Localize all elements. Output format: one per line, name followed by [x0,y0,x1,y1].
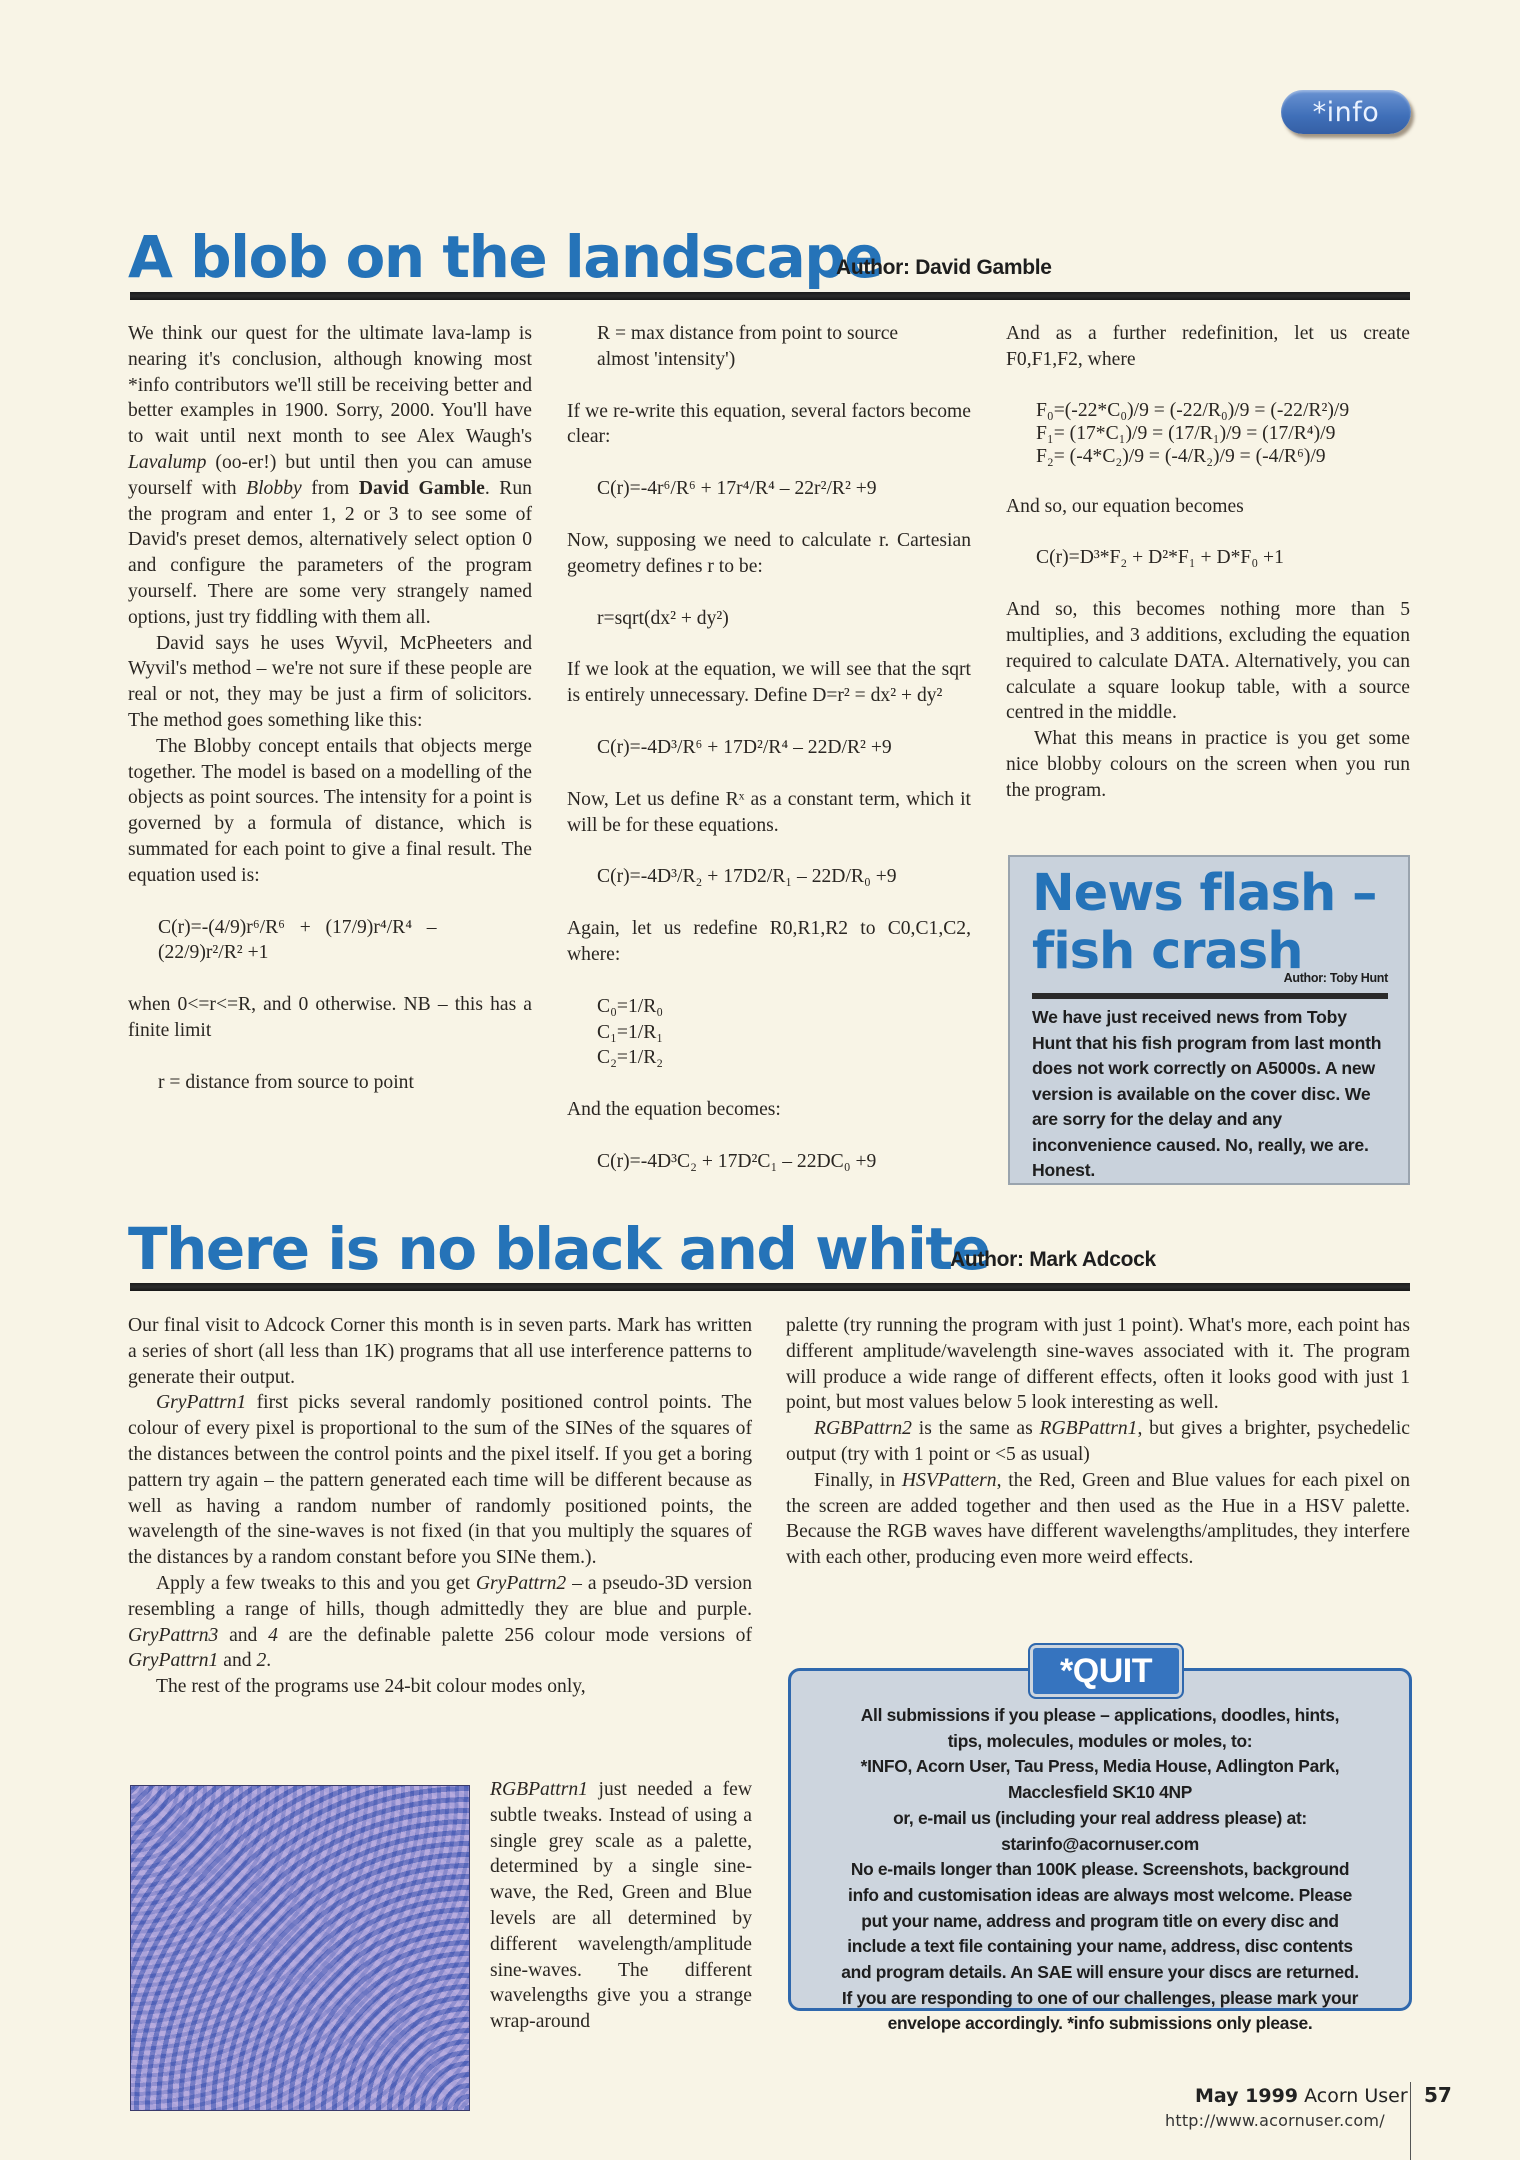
quit-tab-label: *QUIT [1028,1643,1184,1699]
news-flash-box [1008,855,1410,1185]
paragraph: What this means in practice is you get some nice blobby colours on the screen when you run the program. [1006,728,1410,801]
equation: C(r)=D³*F₂ + D²*F₁ + D*F₀ +1 [1036,547,1284,569]
footer-issue [1195,2085,1408,2107]
program-name: Blobby [246,477,302,499]
magazine-name: Acorn User [1304,2085,1408,2107]
equation: C(r)=-4D³/R₂ + 17D2/R₁ – 22D/R₀ +9 [597,866,897,888]
author-name: David Gamble [358,477,485,499]
paragraph: when 0<=r<=R, and 0 otherwise. NB – this has a finite limit [128,994,532,1041]
paragraph: And as a further redefinition, let us create F0,F1,F2, where [1006,323,1410,370]
equation: C(r)=-4D³/R⁶ + 17D²/R⁴ – 22D/R² +9 [597,736,892,758]
equation: C(r)=-4D³C₂ + 17D²C₁ – 22DC₀ +9 [597,1150,877,1172]
article1-column-3 [1006,321,1410,804]
paragraph: Apply a few tweaks to this and you get GryPattrn2 – a pseudo-3D version resembling a range of hills, though admittedly they are blue and purple. GryPattrn3 and 4 are the definable palette 256 colour mode versions of GryPattrn1 and 2. [128,1572,753,1672]
footer-url[interactable]: http://www.acornuser.com/ [1165,2111,1385,2130]
article2-title: There is no black and white [128,1215,990,1283]
info-badge [1281,90,1411,134]
paragraph: Our final visit to Adcock Corner this month is in seven parts. Mark has written a series of short (all less than 1K) programs that all use interference patterns to generate their output. [128,1315,752,1388]
page-number: 57 [1424,2083,1452,2107]
footer-divider [1410,2082,1411,2160]
article1-column-2 [567,321,971,1175]
paragraph: The Blobby concept entails that objects merge together. The model is based on a modelling of the objects as point sources. The intensity for a point is governed by a formula of distance, which is summated for each point to give a final result. The equation used is: [128,735,532,886]
article1-author: Author: David Gamble [836,256,1052,279]
paragraph: And so, this becomes nothing more than 5 multiplies, and 3 additions, excluding the equation required to calculate DATA. Alternatively, you can calculate a square lookup table, with a source centred in the middle. [1006,599,1410,724]
program-name: GryPattrn1 [156,1392,247,1414]
definition-R: R = max distance from point to source almost 'intensity') [597,323,899,370]
paragraph: Now, supposing we need to calculate r. Cartesian geometry defines r to be: [567,529,971,577]
paragraph: If we look at the equation, we will see that the sqrt is entirely unnecessary. Define D=r² = dx² + dy² [567,659,971,707]
paragraph: We think our quest for the ultimate lava-lamp is nearing it's conclusion, although knowing most *info contributors we'll still be receiving better and better examples in 1900. Sorry, 2000. You'll have to wait until next month to see Alex Waugh's Lavalump (oo-er!) but until then you can amuse yourself with Blobby from David Gamble. Run the program and enter 1, 2 or 3 to see some of David's preset demos, alternatively select option 0 and configure the parameters of the program yourself. There are some very strangely named options, just try fiddling with them all. [128,323,532,628]
program-name: RGBPattrn1 [490,1779,588,1800]
article1-rule [130,292,1410,300]
article2-left-column [128,1313,752,1700]
equation: r=sqrt(dx² + dy²) [597,607,729,629]
program-name: Lavalump [128,451,207,473]
paragraph: palette (try running the program with just 1 point). What's more, each point has different amplitude/wavelength sine-waves associated with it. The program will produce a wide range of different effects, often it looks good with just 1 point, but most values below 5 look interesting as well. [786,1315,1410,1414]
paragraph: The rest of the programs use 24-bit colour modes only, [156,1676,586,1698]
definition-r: r = distance from source to point [158,1071,414,1093]
article2-author: Author: Mark Adcock [950,1248,1156,1271]
paragraph: RGBPattrn2 is the same as RGBPattrn1, but gives a brighter, psychedelic output (try with 1 point or <5 as usual) [786,1418,1410,1465]
article2-right-column [786,1313,1410,1571]
interference-pattern-screenshot [130,1785,470,2111]
paragraph: If we re-write this equation, several factors become clear: [567,400,971,448]
equation: C(r)=-4r⁶/R⁶ + 17r⁴/R⁴ – 22r²/R² +9 [597,478,877,500]
article2-wrap-text: RGBPattrn1 just needed a few subtle tweaks. Instead of using a single grey scale as a palette, determined by a single sine-wave, the Red, Green and Blue levels are all determined by different wavelength/amplitude sine-waves. The different wavelengths give you a strange wrap-around [490,1779,752,2033]
equation: C(r)=-(4/9)r⁶/R⁶ + (17/9)r⁴/R⁴ – (22/9)r²/R² +1 [158,916,437,964]
paragraph: And the equation becomes: [567,1099,781,1121]
news-flash-rule [1032,993,1388,999]
paragraph: David says he uses Wyvil, McPheeters and Wyvil's method – we're not sure if these people are real or not, they may be just a firm of solicitors. The method goes something like this: [128,632,532,731]
paragraph: And so, our equation becomes [1006,495,1244,517]
paragraph: Finally, in HSVPattern, the Red, Green and Blue values for each pixel on the screen are added together and then used as the Hue in a HSV palette. Because the RGB waves have different wavelengths/amplitudes, they interfere with each other, producing even more weird effects. [786,1469,1410,1569]
quit-body: All submissions if you please – applications, doodles, hints, tips, molecules, modules or moles, to: *INFO, Acorn User, Tau Press, Media House, Adlington Park, Macclesfield SK10 4NP or, e-mail us (including your real address please) at: starinfo@acornuser.com No e-mails longer than 100K please. Screenshots, background info and customisation ideas are always most welcome. Please put your name, address and program title on every disc and include a text file containing your name, address, disc contents and program details. An SAE will ensure your discs are returned. If you are responding to one of our challenges, please mark your envelope accordingly. *info submissions only please. [807,1703,1393,2037]
paragraph: GryPattrn1 first picks several randomly positioned control points. The colour of every pixel is proportional to the sum of the SINes of the squares of the distances between the control points and the pixel itself. If you get a boring pattern try again – the pattern generated each time will be different because as well as having a random number of randomly positioned points, the wavelength of the sine-waves is not fixed (in that you multiply the squares of the distances by a random constant before you SINe them.). [128,1392,752,1569]
paragraph: Again, let us redefine R0,R1,R2 to C0,C1,C2, where: [567,918,971,965]
news-flash-title: News flash – fish crash [1032,864,1377,981]
equation-block: F₀=(-22*C₀)/9 = (-22/R₀)/9 = (-22/R²)/9 F₁= (17*C₁)/9 = (17/R₁)/9 = (17/R⁴)/9 F₂= (-4*C₂)/9 = (-4/R₂)/9 = (-4/R⁶)/9 [1036,399,1350,467]
paragraph: Now, Let us define Rˣ as a constant term, which it will be for these equations. [567,788,971,836]
email-address[interactable]: starinfo@acornuser.com [1001,1833,1199,1854]
quit-box [788,1668,1412,2034]
news-flash-author: Author: Toby Hunt [1283,971,1388,985]
issue-date: May 1999 [1195,2085,1299,2107]
info-badge-label: *info [1312,96,1380,128]
article2-rule [130,1283,1410,1291]
article1-column-1 [128,321,532,1096]
article1-title: A blob on the landscape [128,223,883,291]
news-flash-body: We have just received news from Toby Hunt that his fish program from last month does not work correctly on A5000s. A new version is available on the cover disc. We are sorry for the delay and any inconvenience caused. No, really, we are. Honest. [1032,1007,1382,1180]
equation-block: C₀=1/R₀ C₁=1/R₁ C₂=1/R₂ [597,995,664,1069]
